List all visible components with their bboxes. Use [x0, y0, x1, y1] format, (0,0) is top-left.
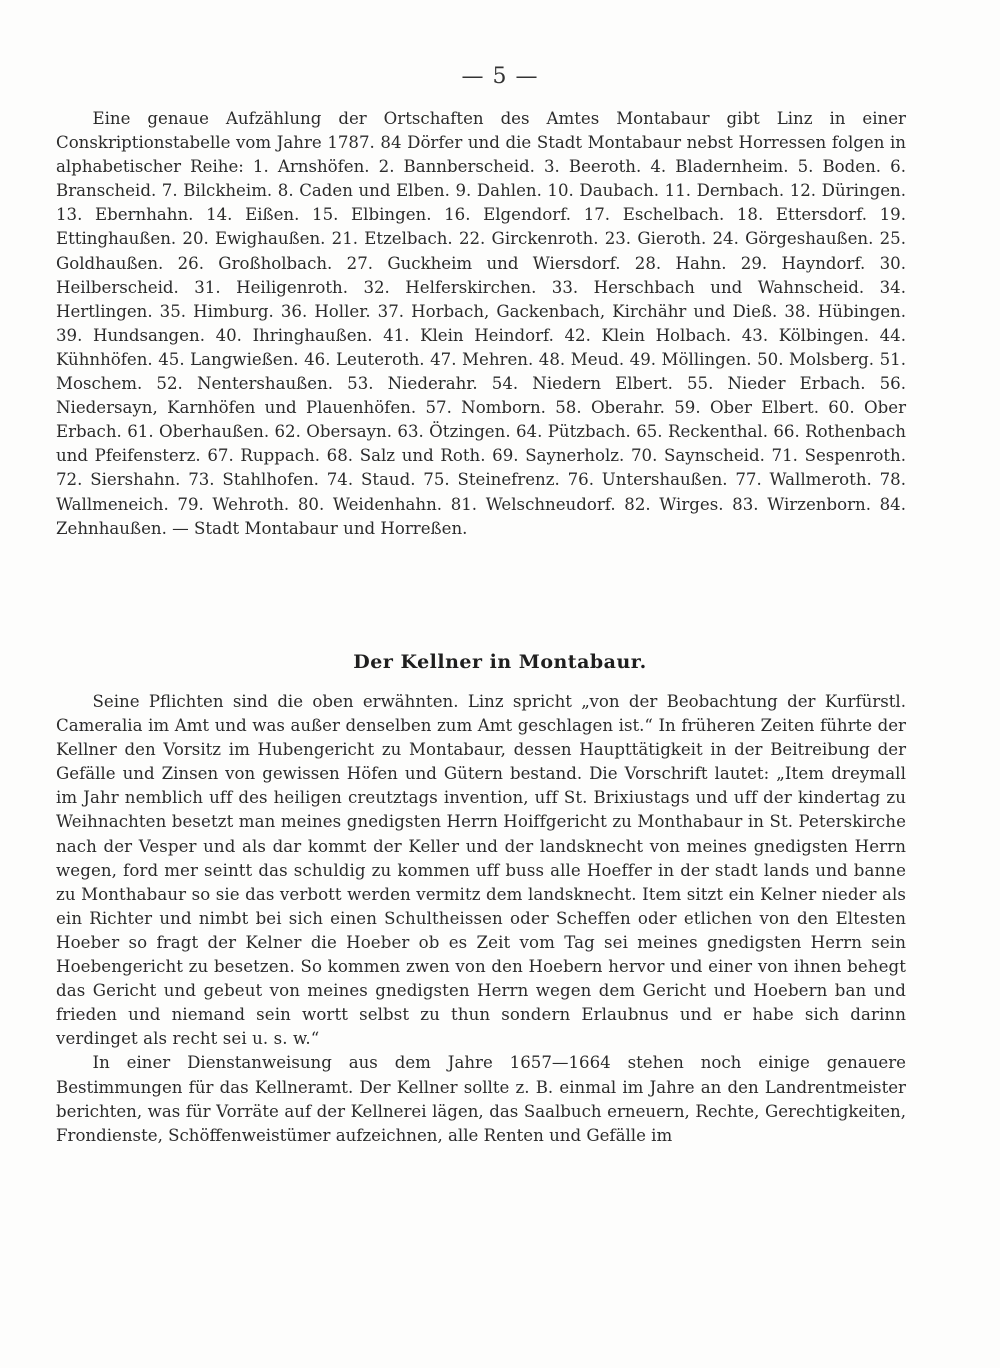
paragraph-1-quoted-ordinance: „Item dreymall im Jahr nemblich uff des heiligen creutztags invention, uff St. Brixiustags und uff der kindertag zu Weihnachten besetzt man meines gnedigsten Herrn Hoiffgericht zu Monthabaur in St. Peterskirche nach der Vesper und als dar kommt der Keller und der landsknecht von meines gnedigsten Herrn wegen, ford mer seintt das schuldig zu kommen uff buss alle Hoeffer in der stadt lands und banne zu Monthabaur so sie das verbott werden vermitz dem landsknecht. Item sitzt ein Kelner nieder als ein Richter und nimbt bei sich einen Schultheissen oder Scheffen oder etlichen von den Eltesten Hoeber so fragt der Kelner die Hoeber ob es Zeit vom Tag sei meines gnedigsten Herrn sein Hoebengericht zu besetzen. So kommen zwen von den Hoebern hervor und einer von ihnen behegt das Gericht und gebeut von meines gnedigsten Herrn wegen dem Gericht und Hoebern ban und frieden und niemand sein wortt selbst zu thun sondern Erlaubnus und er habe sich darinn verdinget als recht sei u. s. w.“ — [56, 764, 906, 1049]
page-number: — 5 — — [461, 64, 539, 89]
paragraph-1-german-text: Seine Pflichten sind die oben erwähnten. Linz spricht „von der Beobachtung der Kurfürstl. Cameralia im Amt und was außer denselben zum Amt geschlagen ist.“ In früheren Zeiten führte der Kellner den Vorsitz im Hubengericht zu Montabaur, dessen Haupttätigkeit in der Beitreibung der Gefälle und Zinsen von gewissen Höfen und Gütern bestand. Die Vorschrift lautet: — [56, 692, 906, 784]
intro-section — [56, 107, 906, 541]
kellner-section — [56, 690, 906, 1148]
section-heading: Der Kellner in Montabaur. — [353, 651, 647, 673]
kellner-paragraph-2: In einer Dienstanweisung aus dem Jahre 1657—1664 stehen noch einige genauere Bestimmungen für das Kellneramt. Der Kellner sollte z. B. einmal im Jahre an den Landrentmeister berichten, was für Vorräte auf der Kellnerei lägen, das Saalbuch erneuern, Rechte, Gerechtigkeiten, Frondienste, Schöffenweistümer aufzeichnen, alle Renten und Gefälle im — [56, 1053, 906, 1145]
intro-paragraph: Eine genaue Aufzählung der Ortschaften des Amtes Montabaur gibt Linz in einer Conskriptionstabelle vom Jahre 1787. 84 Dörfer und die Stadt Montabaur nebst Horressen folgen in alphabetischer Reihe: 1. Arnshöfen. 2. Bannberscheid. 3. Beeroth. 4. Bladernheim. 5. Boden. 6. Branscheid. 7. Bilckheim. 8. Caden und Elben. 9. Dahlen. 10. Daubach. 11. Dernbach. 12. Düringen. 13. Ebernhahn. 14. Eißen. 15. Elbingen. 16. Elgendorf. 17. Eschelbach. 18. Ettersdorf. 19. Ettinghaußen. 20. Ewighaußen. 21. Etzelbach. 22. Girckenroth. 23. Gieroth. 24. Görgeshaußen. 25. Goldhaußen. 26. Großholbach. 27. Guckheim und Wiersdorf. 28. Hahn. 29. Hayndorf. 30. Heilberscheid. 31. Heiligenroth. 32. Helferskirchen. 33. Herschbach und Wahnscheid. 34. Hertlingen. 35. Himburg. 36. Holler. 37. Horbach, Gackenbach, Kirchähr und Dieß. 38. Hübingen. 39. Hundsangen. 40. Ihringhaußen. 41. Klein Heindorf. 42. Klein Holbach. 43. Kölbingen. 44. Kühnhöfen. 45. Langwießen. 46. Leuteroth. 47. Mehren. 48. Meud. 49. Möllingen. 50. Molsberg. 51. Moschem. 52. Nentershaußen. 53. Niederahr. 54. Niedern Elbert. 55. Nieder Erbach. 56. Niedersayn, Karnhöfen und Plauenhöfen. 57. Nomborn. 58. Oberahr. 59. Ober Elbert. 60. Ober Erbach. 61. Oberhaußen. 62. Obersayn. 63. Ötzingen. 64. Pützbach. 65. Reckenthal. 66. Rothenbach und Pfeifensterz. 67. Ruppach. 68. Salz und Roth. 69. Saynerholz. 70. Saynscheid. 71. Sespenroth. 72. Siershahn. 73. Stahlhofen. 74. Staud. 75. Steinefrenz. 76. Untershaußen. 77. Wallmeroth. 78. Wallmeneich. 79. Wehroth. 80. Weidenhahn. 81. Welschneudorf. 82. Wirges. 83. Wirzenborn. 84. Zehnhaußen. — Stadt Montabaur und Horreßen. — [56, 109, 906, 538]
kellner-paragraph-1 — [56, 690, 906, 1051]
